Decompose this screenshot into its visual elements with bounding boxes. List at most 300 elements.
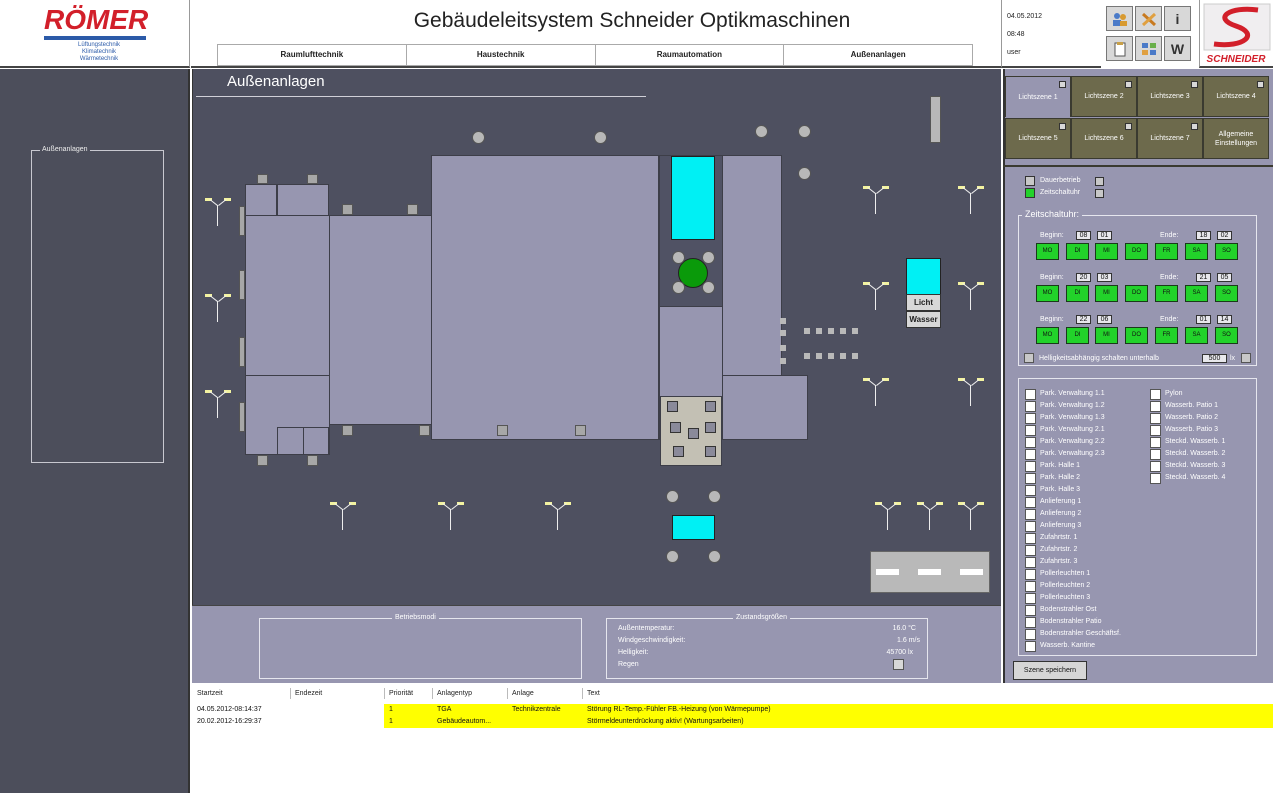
bollard-light[interactable] xyxy=(798,167,811,180)
luminaire-label: Bodenstrahler Ost xyxy=(1040,606,1097,613)
brightness-apply-toggle[interactable] xyxy=(1241,353,1251,363)
alarm-table xyxy=(192,685,1273,793)
luminaire-item[interactable] xyxy=(1025,448,1105,460)
col-divider xyxy=(384,688,385,699)
luminaire-item[interactable] xyxy=(1150,436,1225,448)
luminaire-label: Steckd. Wasserb. 2 xyxy=(1165,450,1226,457)
door xyxy=(575,425,586,436)
terrace-spot xyxy=(667,401,678,412)
tab-lichtszene-7[interactable] xyxy=(1137,118,1203,159)
nav-aussenanlagen[interactable]: Außenanlagen xyxy=(850,50,906,59)
page-title: Außenanlagen xyxy=(227,73,325,90)
luminaire-label: Bodenstrahler Geschäftsf. xyxy=(1040,630,1121,637)
building-west-hall[interactable] xyxy=(245,215,330,376)
zustand-title: Zustandsgrößen xyxy=(733,613,790,622)
day-mo-toggle[interactable]: MO xyxy=(1036,285,1059,302)
luminaire-label: Park. Verwaltung 1.2 xyxy=(1040,402,1105,409)
save-scene-button[interactable]: Szene speichern xyxy=(1013,661,1087,680)
luminaire-checkbox[interactable] xyxy=(1025,545,1036,556)
bollard-light[interactable] xyxy=(755,125,768,138)
logo-underline xyxy=(44,36,146,40)
tab-label: Lichtszene 1 xyxy=(1018,93,1058,101)
beginn-label: Beginn: xyxy=(1040,274,1064,281)
day-sa-toggle[interactable]: SA xyxy=(1185,327,1208,344)
floor-spot[interactable] xyxy=(672,281,685,294)
bollard-light[interactable] xyxy=(708,490,721,503)
tab-allgemeine-einstellungen[interactable] xyxy=(1203,118,1269,159)
tools-icon[interactable] xyxy=(1135,6,1162,31)
rain-label: Regen xyxy=(618,661,639,668)
luminaire-checkbox[interactable] xyxy=(1025,593,1036,604)
luminaire-label: Pollerleuchten 2 xyxy=(1040,582,1091,589)
begin-minute-input[interactable]: 06 xyxy=(1097,315,1112,324)
parking-line xyxy=(876,569,899,575)
luminaire-item[interactable] xyxy=(1025,628,1121,640)
luminaire-label: Park. Verwaltung 2.3 xyxy=(1040,450,1105,457)
tab-lichtszene-4[interactable] xyxy=(1203,76,1269,117)
day-so-toggle[interactable]: SO xyxy=(1215,243,1238,260)
tab-label: Lichtszene 4 xyxy=(1216,93,1256,100)
street-lamp-icon[interactable] xyxy=(205,196,231,226)
app-title: Gebäudeleitsystem Schneider Optikmaschinen xyxy=(413,9,851,32)
tab-label: Lichtszene 7 xyxy=(1150,135,1190,142)
wind-value: 1.6 m/s xyxy=(897,637,920,644)
luminaire-checkbox[interactable] xyxy=(1025,449,1036,460)
luminaire-label: Pylon xyxy=(1165,390,1183,397)
luminaire-checkbox[interactable] xyxy=(1025,605,1036,616)
day-di-toggle[interactable]: DI xyxy=(1066,243,1089,260)
street-lamp-icon[interactable] xyxy=(875,500,901,530)
luminaire-item[interactable] xyxy=(1025,556,1077,568)
terrace-spot xyxy=(673,446,684,457)
luminaire-checkbox[interactable] xyxy=(1150,473,1161,484)
building-sw-b[interactable] xyxy=(303,427,329,455)
tab-checkbox[interactable] xyxy=(1191,81,1198,88)
street-lamp-icon[interactable] xyxy=(958,376,984,406)
luminaire-checkbox[interactable] xyxy=(1150,413,1161,424)
romer-logo: RÖMER xyxy=(44,4,149,35)
parking-line xyxy=(960,569,983,575)
luminaire-label: Zufahrtstr. 1 xyxy=(1040,534,1078,541)
brightness-switch-label: Helligkeitsabhängig schalten unterhalb xyxy=(1039,355,1159,362)
luminaire-checkbox[interactable] xyxy=(1025,473,1036,484)
day-sa-toggle[interactable]: SA xyxy=(1185,243,1208,260)
luminaire-item[interactable] xyxy=(1025,520,1081,532)
luminaire-label: Park. Verwaltung 1.1 xyxy=(1040,390,1105,397)
col-startzeit[interactable]: Startzeit xyxy=(197,690,223,697)
day-sa-toggle[interactable]: SA xyxy=(1185,285,1208,302)
luminaire-item[interactable] xyxy=(1025,508,1081,520)
terrace-spot xyxy=(705,401,716,412)
building-sw-a[interactable] xyxy=(277,427,304,455)
zeitschaltuhr-toggle[interactable] xyxy=(1095,189,1104,198)
luminaire-label: Anlieferung 1 xyxy=(1040,498,1082,505)
rain-indicator xyxy=(893,659,904,670)
day-so-toggle[interactable]: SO xyxy=(1215,327,1238,344)
wasser-label[interactable]: Wasser xyxy=(906,311,941,328)
status-date: 04.05.2012 xyxy=(1007,13,1043,20)
luminaire-checkbox[interactable] xyxy=(1025,437,1036,448)
day-mi-toggle[interactable]: MI xyxy=(1095,285,1118,302)
luminaire-label: Bodenstrahler Patio xyxy=(1040,618,1102,625)
water-basin-patio-1[interactable] xyxy=(671,156,715,240)
licht-label[interactable]: Licht xyxy=(906,294,941,311)
bollard-light[interactable] xyxy=(594,131,607,144)
luminaire-item[interactable] xyxy=(1025,400,1105,412)
begin-minute-input[interactable]: 03 xyxy=(1097,273,1112,282)
luminaire-checkbox[interactable] xyxy=(1150,401,1161,412)
logo-subline-2: Klimatechnik xyxy=(81,49,116,55)
beginn-label: Beginn: xyxy=(1040,232,1064,239)
tab-checkbox[interactable] xyxy=(1257,81,1264,88)
luminaire-item[interactable] xyxy=(1025,580,1090,592)
luminaire-label: Park. Verwaltung 2.1 xyxy=(1040,426,1105,433)
pylon[interactable] xyxy=(930,96,941,143)
door xyxy=(342,204,353,215)
luminaire-item[interactable] xyxy=(1025,568,1090,580)
end-minute-input[interactable]: 05 xyxy=(1217,273,1232,282)
col-divider xyxy=(432,688,433,699)
luminaire-item[interactable] xyxy=(1025,544,1077,556)
terrace-spot xyxy=(705,446,716,457)
parking-line xyxy=(918,569,941,575)
wind-label: Windgeschwindigkeit: xyxy=(618,637,686,644)
tab-lichtszene-6[interactable] xyxy=(1071,118,1137,159)
ende-label: Ende: xyxy=(1160,232,1179,239)
luminaire-item[interactable] xyxy=(1025,640,1095,652)
floor-spot[interactable] xyxy=(702,251,715,264)
parking-marker xyxy=(804,328,810,334)
floor-spot[interactable] xyxy=(672,251,685,264)
luminaire-item[interactable] xyxy=(1025,592,1090,604)
luminaire-item[interactable] xyxy=(1150,424,1218,436)
luminaire-label: Steckd. Wasserb. 1 xyxy=(1165,438,1226,445)
end-hour-input[interactable]: 21 xyxy=(1196,273,1211,282)
logo-subline-1: Lüftungstechnik xyxy=(77,42,121,48)
col-divider xyxy=(582,688,583,699)
luminaire-item[interactable] xyxy=(1150,388,1183,400)
day-do-toggle[interactable]: DO xyxy=(1125,243,1148,260)
luminaire-label: Anlieferung 2 xyxy=(1040,510,1082,517)
zeitschaltuhr-label: Zeitschaltuhr xyxy=(1040,189,1081,196)
luminaire-item[interactable] xyxy=(1025,412,1105,424)
luminaire-checkbox[interactable] xyxy=(1025,641,1036,652)
tab-checkbox[interactable] xyxy=(1059,123,1066,130)
street-lamp-icon[interactable] xyxy=(958,280,984,310)
parking-marker xyxy=(780,358,786,364)
zeitschaltuhr-title: Zeitschaltuhr: xyxy=(1022,209,1082,220)
luminaire-item[interactable] xyxy=(1025,616,1101,628)
day-mo-toggle[interactable]: MO xyxy=(1036,243,1059,260)
street-lamp-icon[interactable] xyxy=(205,388,231,418)
bollard-light[interactable] xyxy=(666,490,679,503)
begin-hour-input[interactable]: 08 xyxy=(1076,231,1091,240)
parking-marker xyxy=(852,328,858,334)
w-button[interactable]: W xyxy=(1164,36,1191,61)
luminaire-checkbox[interactable] xyxy=(1025,617,1036,628)
nav-haustechnik[interactable]: Haustechnik xyxy=(407,45,596,65)
day-fr-toggle[interactable]: FR xyxy=(1155,327,1178,344)
building-east-annex[interactable] xyxy=(722,375,808,440)
alarm-text[interactable]: Störung RL-Temp.-Fühler FB.-Heizung (von Wärmepumpe) xyxy=(587,706,771,713)
terrace-spot xyxy=(705,422,716,433)
street-lamp-icon[interactable] xyxy=(545,500,571,530)
street-lamp-icon[interactable] xyxy=(958,500,984,530)
street-lamp-icon[interactable] xyxy=(917,500,943,530)
water-basin-kantine[interactable] xyxy=(672,515,715,540)
alarm-start[interactable]: 20.02.2012-16:29:37 xyxy=(197,718,262,725)
door xyxy=(342,425,353,436)
door xyxy=(307,455,318,466)
luminaire-label: Steckd. Wasserb. 3 xyxy=(1165,462,1226,469)
brightness-threshold-input[interactable]: 500 xyxy=(1202,354,1227,363)
luminaire-checkbox[interactable] xyxy=(1150,425,1161,436)
tab-checkbox[interactable] xyxy=(1191,123,1198,130)
parking-marker xyxy=(828,328,834,334)
door xyxy=(239,402,245,432)
luminaire-checkbox[interactable] xyxy=(1025,389,1036,400)
status-user: user xyxy=(1007,49,1021,56)
luminaire-checkbox[interactable] xyxy=(1025,569,1036,580)
day-so-toggle[interactable]: SO xyxy=(1215,285,1238,302)
day-fr-toggle[interactable]: FR xyxy=(1155,285,1178,302)
left-group-box xyxy=(31,150,164,463)
tab-label: Allgemeine Einstellungen xyxy=(1214,130,1258,147)
dauerbetrieb-indicator[interactable] xyxy=(1025,176,1035,186)
luminaire-checkbox[interactable] xyxy=(1025,401,1036,412)
door xyxy=(407,204,418,215)
street-lamp-icon[interactable] xyxy=(438,500,464,530)
day-fr-toggle[interactable]: FR xyxy=(1155,243,1178,260)
end-minute-input[interactable]: 02 xyxy=(1217,231,1232,240)
parking-marker xyxy=(804,353,810,359)
luminaire-checkbox[interactable] xyxy=(1025,497,1036,508)
alarm-start[interactable]: 04.05.2012-08:14:37 xyxy=(197,706,262,713)
col-prioritaet[interactable]: Priorität xyxy=(389,690,414,697)
luminaire-label: Park. Halle 3 xyxy=(1040,486,1081,493)
luminaire-checkbox[interactable] xyxy=(1025,509,1036,520)
luminaire-item[interactable] xyxy=(1025,604,1096,616)
building-nw-a[interactable] xyxy=(245,184,277,216)
luminaire-label: Zufahrtstr. 3 xyxy=(1040,558,1078,565)
luminaire-item[interactable] xyxy=(1150,472,1225,484)
end-minute-input[interactable]: 14 xyxy=(1217,315,1232,324)
begin-minute-input[interactable]: 01 xyxy=(1097,231,1112,240)
status-time: 08:48 xyxy=(1007,31,1025,38)
tab-checkbox[interactable] xyxy=(1125,123,1132,130)
building-nw-b[interactable] xyxy=(277,184,329,216)
users-icon[interactable] xyxy=(1106,6,1133,31)
alarm-row-highlight xyxy=(384,716,1273,728)
tab-lichtszene-1[interactable] xyxy=(1005,76,1071,117)
luminaire-label: Steckd. Wasserb. 4 xyxy=(1165,474,1226,481)
tab-lichtszene-3[interactable] xyxy=(1137,76,1203,117)
parking-marker xyxy=(780,345,786,351)
brightness-switch-checkbox[interactable] xyxy=(1024,353,1034,363)
street-lamp-icon[interactable] xyxy=(958,184,984,214)
begin-hour-input[interactable]: 22 xyxy=(1076,315,1091,324)
luminaire-label: Wasserb. Patio 3 xyxy=(1165,426,1219,433)
luminaire-checkbox[interactable] xyxy=(1025,425,1036,436)
day-do-toggle[interactable]: DO xyxy=(1125,285,1148,302)
col-divider xyxy=(507,688,508,699)
door xyxy=(497,425,508,436)
begin-hour-input[interactable]: 20 xyxy=(1076,273,1091,282)
luminaire-label: Wasserb. Patio 2 xyxy=(1165,414,1219,421)
info-icon[interactable]: i xyxy=(1164,6,1191,31)
luminaire-item[interactable] xyxy=(1025,388,1105,400)
street-lamp-icon[interactable] xyxy=(863,280,889,310)
col-text[interactable]: Text xyxy=(587,690,600,697)
alarm-type[interactable]: TGA xyxy=(437,706,452,713)
day-do-toggle[interactable]: DO xyxy=(1125,327,1148,344)
day-mi-toggle[interactable]: MI xyxy=(1095,243,1118,260)
tab-label: Lichtszene 2 xyxy=(1084,93,1124,100)
brightness-unit: lx xyxy=(1230,355,1236,362)
nav-raumlufttechnik[interactable]: Raumlufttechnik xyxy=(218,45,407,65)
brightness-value: 45700 lx xyxy=(886,649,913,656)
alarm-plant[interactable]: Technikzentrale xyxy=(512,706,561,713)
left-group-title: Außenanlagen xyxy=(42,146,88,153)
building-center[interactable] xyxy=(431,155,659,440)
end-hour-input[interactable]: 18 xyxy=(1196,231,1211,240)
tab-checkbox[interactable] xyxy=(1059,81,1066,88)
settings-grid-icon[interactable] xyxy=(1135,36,1162,61)
end-hour-input[interactable]: 01 xyxy=(1196,315,1211,324)
luminaire-checkbox[interactable] xyxy=(1025,557,1036,568)
door xyxy=(239,337,245,367)
luminaire-checkbox[interactable] xyxy=(1150,461,1161,472)
alarm-priority[interactable]: 1 xyxy=(389,706,393,713)
street-lamp-icon[interactable] xyxy=(330,500,356,530)
luminaire-item[interactable] xyxy=(1025,460,1080,472)
betriebsmodi-title: Betriebsmodi xyxy=(392,613,439,622)
document-icon[interactable] xyxy=(1106,36,1133,61)
door xyxy=(307,174,318,184)
terrace-spot xyxy=(688,428,699,439)
parking-marker xyxy=(852,353,858,359)
door xyxy=(257,455,268,466)
luminaire-checkbox[interactable] xyxy=(1025,461,1036,472)
luminaire-checkbox[interactable] xyxy=(1025,629,1036,640)
brightness-label: Helligkeit: xyxy=(618,649,649,656)
betriebsmodi-box xyxy=(259,618,582,679)
door xyxy=(419,425,430,436)
parking-marker xyxy=(840,328,846,334)
alarm-type[interactable]: Gebäudeautom... xyxy=(437,718,492,725)
parking-marker xyxy=(780,318,786,324)
tabs-divider xyxy=(1003,165,1273,167)
luminaire-item[interactable] xyxy=(1025,532,1077,544)
temperature-label: Außentemperatur: xyxy=(618,625,675,632)
beginn-label: Beginn: xyxy=(1040,316,1064,323)
day-di-toggle[interactable]: DI xyxy=(1066,327,1089,344)
parking-marker xyxy=(816,328,822,334)
luminaire-item[interactable] xyxy=(1025,484,1080,496)
col-endezeit[interactable]: Endezeit xyxy=(295,690,323,697)
luminaire-checkbox[interactable] xyxy=(1025,533,1036,544)
luminaire-label: Wasserb. Kantine xyxy=(1040,642,1095,649)
tab-lichtszene-5[interactable] xyxy=(1005,118,1071,159)
water-basin-indicator xyxy=(906,258,941,295)
terrace-spot xyxy=(670,422,681,433)
zeitschaltuhr-indicator[interactable] xyxy=(1025,188,1035,198)
door xyxy=(239,270,245,300)
day-mi-toggle[interactable]: MI xyxy=(1095,327,1118,344)
alarm-text[interactable]: Störmeldeunterdrückung aktiv! (Wartungsarbeiten) xyxy=(587,718,744,725)
main-nav xyxy=(217,44,973,66)
alarm-priority[interactable]: 1 xyxy=(389,718,393,725)
luminaire-label: Park. Verwaltung 1.3 xyxy=(1040,414,1105,421)
door xyxy=(257,174,268,184)
luminaire-checkbox[interactable] xyxy=(1150,437,1161,448)
luminaire-label: Park. Halle 2 xyxy=(1040,474,1081,481)
ende-label: Ende: xyxy=(1160,274,1179,281)
day-di-toggle[interactable]: DI xyxy=(1066,285,1089,302)
luminaire-item[interactable] xyxy=(1150,400,1218,412)
col-anlagentyp[interactable]: Anlagentyp xyxy=(437,690,473,697)
parking-marker xyxy=(840,353,846,359)
tab-label: Lichtszene 6 xyxy=(1084,135,1124,142)
day-mo-toggle[interactable]: MO xyxy=(1036,327,1059,344)
col-anlage[interactable]: Anlage xyxy=(512,690,534,697)
parking-marker xyxy=(828,353,834,359)
luminaire-checkbox[interactable] xyxy=(1150,449,1161,460)
nav-raumautomation[interactable]: Raumautomation xyxy=(596,45,785,65)
luminaire-item[interactable] xyxy=(1025,472,1080,484)
bollard-light[interactable] xyxy=(666,550,679,563)
luminaire-checkbox[interactable] xyxy=(1025,485,1036,496)
tab-label: Lichtszene 5 xyxy=(1018,135,1058,142)
door xyxy=(239,206,245,236)
bollard-light[interactable] xyxy=(472,131,485,144)
luminaire-checkbox[interactable] xyxy=(1025,581,1036,592)
schneider-logo-text: SCHNEIDER xyxy=(1206,54,1266,65)
parking-marker xyxy=(780,330,786,336)
title-divider xyxy=(196,96,646,97)
dauerbetrieb-toggle[interactable] xyxy=(1095,177,1104,186)
logo-subline-3: Wärmetechnik xyxy=(79,56,119,62)
col-divider xyxy=(290,688,291,699)
luminaire-label: Park. Verwaltung 2.2 xyxy=(1040,438,1105,445)
tab-checkbox[interactable] xyxy=(1125,81,1132,88)
luminaire-checkbox[interactable] xyxy=(1150,389,1161,400)
luminaire-item[interactable] xyxy=(1025,496,1081,508)
luminaire-label: Zufahrtstr. 2 xyxy=(1040,546,1078,553)
luminaire-label: Wasserb. Patio 1 xyxy=(1165,402,1219,409)
street-lamp-icon[interactable] xyxy=(863,376,889,406)
temperature-value: 16.0 °C xyxy=(892,625,916,632)
street-lamp-icon[interactable] xyxy=(205,292,231,322)
luminaire-label: Anlieferung 3 xyxy=(1040,522,1082,529)
parking-marker xyxy=(816,353,822,359)
dauerbetrieb-label: Dauerbetrieb xyxy=(1040,177,1081,184)
bollard-light[interactable] xyxy=(798,125,811,138)
floor-spot[interactable] xyxy=(702,281,715,294)
luminaire-label: Pollerleuchten 1 xyxy=(1040,570,1091,577)
tab-lichtszene-2[interactable] xyxy=(1071,76,1137,117)
schneider-logo xyxy=(1200,0,1273,54)
luminaire-checkbox[interactable] xyxy=(1025,413,1036,424)
luminaire-item[interactable] xyxy=(1025,424,1105,436)
luminaire-item[interactable] xyxy=(1150,412,1218,424)
luminaire-item[interactable] xyxy=(1025,436,1105,448)
luminaire-item[interactable] xyxy=(1150,460,1225,472)
street-lamp-icon[interactable] xyxy=(863,184,889,214)
luminaire-checkbox[interactable] xyxy=(1025,521,1036,532)
bollard-light[interactable] xyxy=(708,550,721,563)
luminaire-item[interactable] xyxy=(1150,448,1225,460)
